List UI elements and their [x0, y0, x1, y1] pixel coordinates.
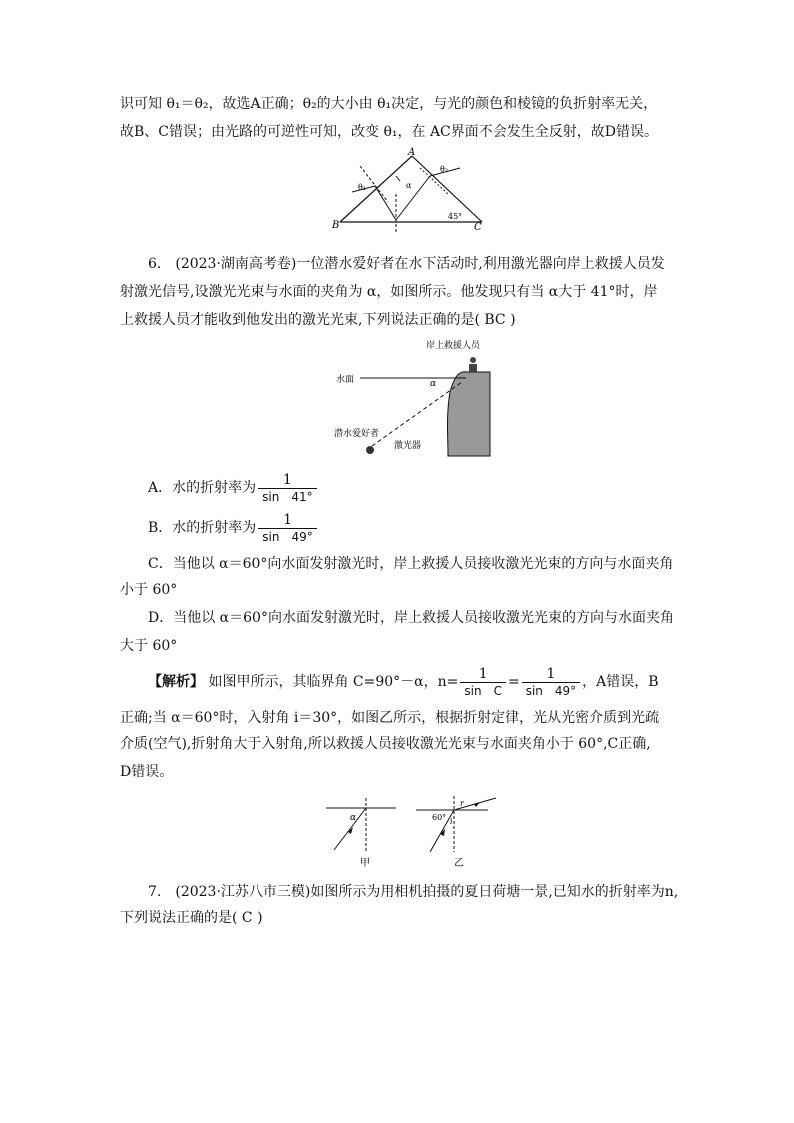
angle-45-label: 45°: [448, 212, 463, 221]
question-6-line: 上救援人员才能收到他发出的激光光束,下列说法正确的是( BC ): [120, 312, 516, 328]
diver-label: 潜水爱好者: [334, 429, 380, 439]
question-6-line: 射激光信号,设激光光束与水面的夹角为 α，如图所示。他发现只有当 α大于 41°时，岸: [120, 284, 658, 300]
analysis-text: 如图甲所示，其临界角 C=90°－α，n=: [208, 674, 459, 690]
analysis-line: [148, 664, 659, 700]
fraction: [258, 512, 316, 545]
fraction-denominator: sin 49°: [262, 529, 313, 544]
figure-yi: [410, 794, 500, 870]
fraction-numerator: 1: [258, 512, 316, 529]
diver-figure: [332, 336, 502, 460]
option-d-line: D．当他以 α＝60°向水面发射激光时，岸上救援人员接收激光光束的方向与水面夹角: [148, 610, 674, 626]
question-7-line: 7. (2023·江苏八市三模)如图所示为用相机拍摄的夏日荷塘一景,已知水的折射率为n,: [148, 884, 679, 900]
fraction: [522, 666, 580, 699]
refraction-angle-label: r: [460, 799, 464, 808]
theta1-label: θ₁: [358, 183, 367, 192]
alpha-label: α: [430, 379, 437, 389]
alpha-label: α: [350, 813, 357, 823]
analysis-line: D错误。: [120, 764, 174, 780]
vertex-b-label: B: [332, 220, 340, 231]
option-b: [148, 510, 319, 546]
alpha-label: α: [406, 181, 412, 190]
incidence-angle-label: i: [450, 817, 453, 826]
fraction-denominator: sin C: [464, 683, 502, 698]
prism-figure: [330, 146, 490, 236]
vertex-a-label: A: [408, 147, 416, 158]
fraction-numerator: 1: [522, 666, 580, 683]
option-c-line: C．当他以 α＝60°向水面发射激光时，岸上救援人员接收激光光束的方向与水面夹角: [148, 556, 674, 572]
text-line: 故B、C错误；由光路的可逆性可知，改变 θ₁，在 AC界面不会发生全反射，故D错误。: [120, 124, 658, 140]
angle-60-label: 60°: [432, 813, 447, 822]
fraction-denominator: sin 49°: [525, 683, 577, 698]
fraction-denominator: sin 41°: [262, 489, 313, 504]
analysis-text: ，A错误，B: [582, 674, 659, 690]
vertex-c-label: C: [474, 222, 482, 233]
analysis-line: 正确;当 α＝60°时，入射角 i＝30°，如图乙所示，根据折射定律，光从光密介质到光疏: [120, 710, 660, 726]
question-7-line: 下列说法正确的是( C ): [120, 910, 263, 926]
figure-jia-caption: 甲: [360, 858, 370, 869]
laser-label: 激光器: [394, 441, 422, 451]
option-a: [148, 470, 319, 506]
option-c-line: 小于 60°: [120, 582, 178, 598]
analysis-line: 介质(空气),折射角大于入射角,所以救援人员接收激光光束与水面夹角小于 60°,C正确,: [120, 736, 651, 752]
fraction: [460, 666, 506, 699]
option-b-text: B．水的折射率为: [148, 520, 257, 536]
fraction: [258, 472, 316, 505]
analysis-tag: 【解析】: [148, 674, 204, 690]
rescuer-label: 岸上救援人员: [426, 341, 481, 351]
figure-yi-caption: 乙: [454, 858, 464, 869]
fraction-numerator: 1: [258, 472, 316, 489]
theta2-label: θ₂: [440, 165, 449, 174]
water-surface-label: 水面: [336, 375, 355, 385]
figure-jia: [320, 796, 400, 870]
equals-sign: =: [507, 674, 520, 690]
option-a-text: A．水的折射率为: [148, 480, 257, 496]
text-line: 识可知 θ₁＝θ₂，故选A正确；θ₂的大小由 θ₁决定，与光的颜色和棱镜的负折射率无关，: [120, 96, 658, 112]
question-6-line: 6. (2023·湖南高考卷)一位潜水爱好者在水下活动时,利用激光器向岸上救援人员发: [148, 256, 665, 272]
option-d-line: 大于 60°: [120, 638, 178, 654]
fraction-numerator: 1: [460, 666, 506, 683]
